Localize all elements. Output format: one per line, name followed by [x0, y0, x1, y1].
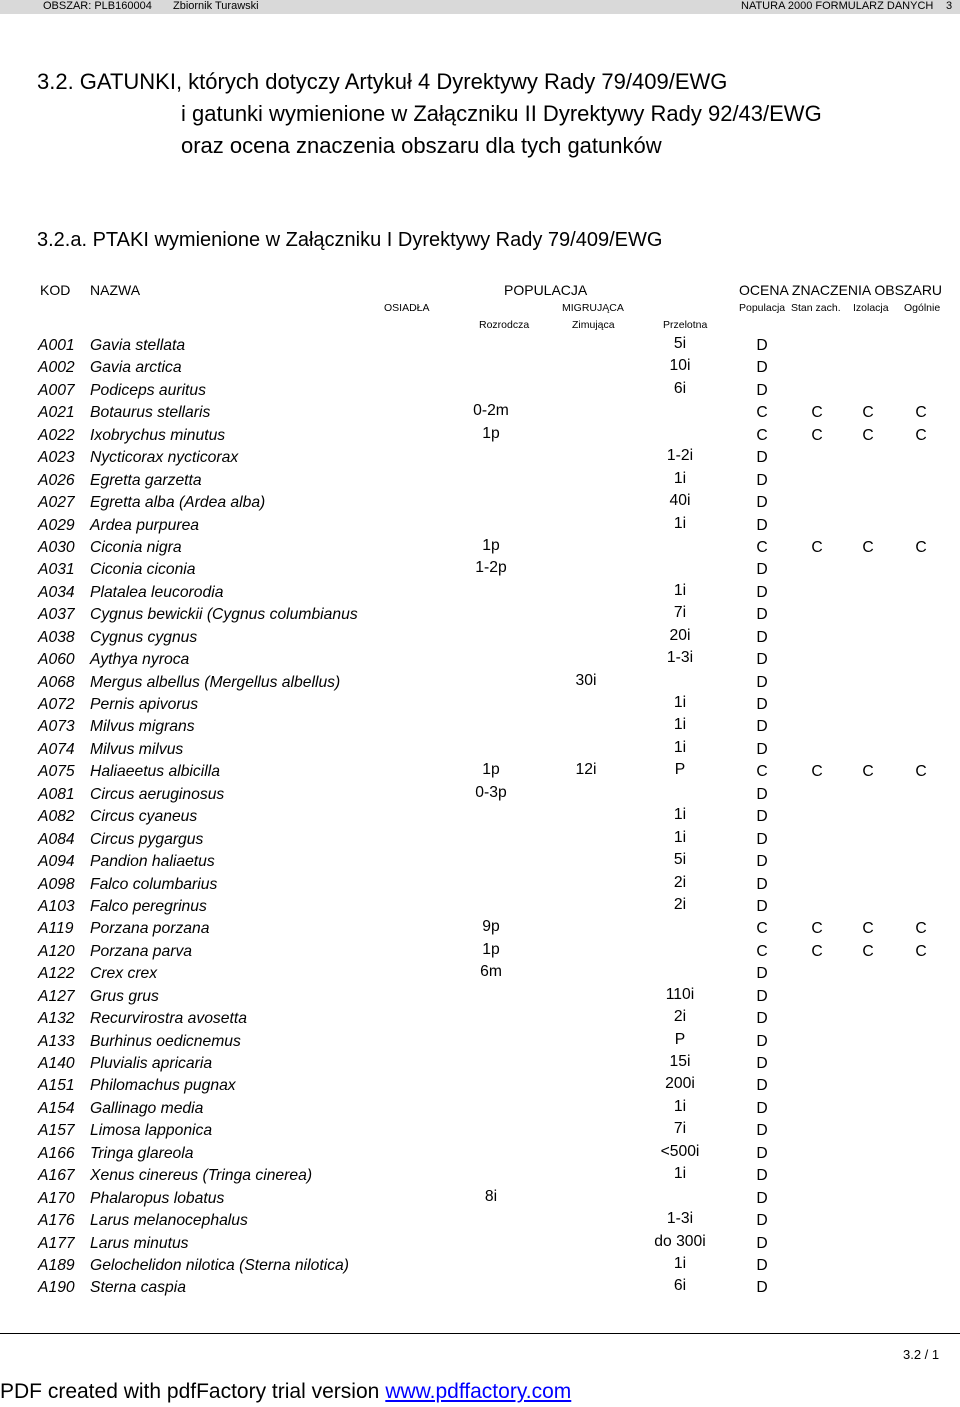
table-row — [0, 761, 960, 783]
species-name: Porzana porzana — [90, 920, 210, 938]
population-assessment: D — [756, 1010, 768, 1028]
population-assessment: D — [756, 1256, 768, 1274]
species-name: Ixobrychus minutus — [90, 426, 226, 444]
table-row — [0, 1143, 960, 1165]
table-row — [0, 537, 960, 559]
table-row — [0, 357, 960, 379]
passage-population: 5i — [673, 851, 687, 869]
species-name: Milvus milvus — [90, 740, 184, 758]
table-row — [0, 649, 960, 671]
species-code: A001 — [38, 337, 75, 354]
breeding-population: 6m — [480, 963, 502, 981]
breeding-population: 1-2p — [475, 559, 507, 577]
species-code: A177 — [38, 1234, 75, 1252]
species-name: Aythya nyroca — [90, 651, 190, 669]
species-code: A094 — [38, 853, 75, 871]
species-name: Circus pygargus — [90, 830, 204, 848]
species-name: Limosa lapponica — [90, 1122, 213, 1140]
species-code: A166 — [38, 1144, 75, 1162]
population-assessment: D — [756, 583, 768, 601]
column-header-population-group: POPULACJA — [504, 282, 588, 298]
species-name: Gelochelidon nilotica (Sterna nilotica) — [90, 1256, 349, 1274]
column-header-isolation: Izolacja — [853, 302, 889, 314]
species-code: A189 — [38, 1256, 75, 1274]
conservation-assessment: C — [811, 426, 823, 444]
column-header-passage: Przelotna — [663, 319, 708, 331]
species-code: A081 — [38, 785, 75, 803]
population-assessment: D — [756, 337, 768, 354]
breeding-population: 0-3p — [475, 783, 507, 801]
passage-population: 15i — [669, 1053, 691, 1070]
table-row — [0, 694, 960, 716]
species-code: A072 — [38, 696, 75, 713]
population-assessment: D — [756, 628, 768, 646]
species-name: Gavia arctica — [90, 359, 182, 377]
species-code: A133 — [38, 1032, 75, 1050]
species-name: Phalaropus lobatus — [90, 1189, 225, 1207]
population-assessment: D — [756, 449, 768, 467]
population-assessment: D — [756, 381, 768, 399]
table-row — [0, 492, 960, 514]
table-row — [0, 1120, 960, 1142]
table-row — [0, 784, 960, 806]
species-code: A082 — [38, 808, 75, 826]
passage-population: 1-3i — [666, 1210, 694, 1228]
species-code: A103 — [38, 897, 75, 915]
passage-population: 7i — [673, 604, 687, 622]
passage-population: 1i — [673, 694, 687, 711]
passage-population: 5i — [673, 335, 687, 352]
species-code: A027 — [38, 494, 75, 512]
table-row — [0, 986, 960, 1008]
table-row — [0, 739, 960, 761]
species-name: Larus melanocephalus — [90, 1212, 248, 1230]
document-header-bar — [0, 0, 960, 14]
table-row — [0, 1075, 960, 1097]
passage-population: 6i — [673, 379, 687, 397]
species-code: A132 — [38, 1010, 75, 1028]
population-assessment: D — [756, 897, 768, 915]
population-assessment: D — [756, 471, 768, 489]
species-name: Circus cyaneus — [90, 808, 198, 826]
global-assessment: C — [915, 763, 927, 781]
passage-population: 2i — [673, 895, 687, 913]
species-code: A157 — [38, 1122, 75, 1140]
species-name: Tringa glareola — [90, 1144, 194, 1162]
wintering-population: 12i — [575, 761, 597, 779]
area-code: OBSZAR: PLB160004 — [43, 0, 152, 12]
species-name: Circus aeruginosus — [90, 785, 225, 803]
column-header-resident: OSIADŁA — [384, 302, 430, 314]
passage-population: 200i — [665, 1075, 695, 1093]
species-name: Pandion haliaetus — [90, 853, 215, 871]
passage-population: 1i — [673, 469, 687, 487]
species-code: A074 — [38, 740, 75, 758]
table-row — [0, 380, 960, 402]
global-assessment: C — [915, 426, 927, 444]
population-assessment: C — [756, 538, 768, 556]
passage-population: 1i — [673, 828, 687, 846]
species-code: A029 — [38, 516, 75, 534]
table-row — [0, 559, 960, 581]
species-name: Pluvialis apricaria — [90, 1055, 213, 1072]
population-assessment: D — [756, 673, 768, 691]
passage-population: 2i — [673, 1008, 687, 1026]
species-code: A120 — [38, 942, 75, 960]
species-name: Platalea leucorodia — [90, 583, 224, 601]
species-name: Ciconia nigra — [90, 538, 182, 556]
species-code: A026 — [38, 471, 75, 489]
species-name: Porzana parva — [90, 942, 193, 960]
species-name: Egretta garzetta — [90, 471, 202, 489]
species-code: A154 — [38, 1099, 75, 1117]
column-header-conservation: Stan zach. — [791, 302, 841, 314]
table-row — [0, 806, 960, 828]
table-row — [0, 672, 960, 694]
table-row — [0, 1233, 960, 1255]
passage-population: 1-2i — [666, 447, 694, 465]
passage-population: <500i — [660, 1142, 700, 1160]
population-assessment: D — [756, 1279, 768, 1297]
table-row — [0, 582, 960, 604]
table-row — [0, 627, 960, 649]
species-name: Larus minutus — [90, 1234, 189, 1252]
population-assessment: D — [756, 1032, 768, 1050]
table-row — [0, 1098, 960, 1120]
section-title: 3.2.a. PTAKI wymienione w Załączniku I Dyrektywy Rady 79/409/EWG — [37, 229, 663, 251]
species-code: A127 — [38, 987, 75, 1005]
footer-page-reference: 3.2 / 1 — [903, 1347, 940, 1362]
species-name: Cygnus cygnus — [90, 628, 198, 646]
column-header-migratory: MIGRUJĄCA — [562, 302, 624, 314]
species-code: A034 — [38, 583, 75, 601]
population-assessment: D — [756, 696, 768, 713]
breeding-population: 1p — [482, 940, 500, 958]
population-assessment: D — [756, 1212, 768, 1230]
population-assessment: D — [756, 740, 768, 758]
column-header-name: NAZWA — [90, 282, 141, 298]
population-assessment: D — [756, 1234, 768, 1252]
conservation-assessment: C — [811, 404, 823, 422]
species-code: A031 — [38, 561, 75, 579]
table-row — [0, 874, 960, 896]
species-code: A022 — [38, 426, 75, 444]
column-header-global: Ogólnie — [904, 302, 941, 314]
passage-population: 2i — [673, 873, 687, 891]
species-code: A021 — [38, 404, 75, 422]
table-row — [0, 402, 960, 424]
passage-population: 7i — [673, 1120, 687, 1138]
population-assessment: C — [756, 426, 768, 444]
species-code: A084 — [38, 830, 75, 848]
pdf-trial-notice — [0, 1379, 571, 1405]
species-name: Ciconia ciconia — [90, 561, 196, 579]
isolation-assessment: C — [862, 426, 874, 444]
population-assessment: D — [756, 1167, 768, 1185]
species-code: A038 — [38, 628, 75, 646]
wintering-population: 30i — [575, 671, 597, 689]
species-code: A037 — [38, 606, 75, 624]
global-assessment: C — [915, 942, 927, 960]
population-assessment: C — [756, 942, 768, 960]
population-assessment: D — [756, 965, 768, 983]
passage-population: 1-3i — [666, 649, 694, 667]
table-row — [0, 1008, 960, 1030]
isolation-assessment: C — [862, 763, 874, 781]
passage-population: 110i — [665, 985, 695, 1003]
conservation-assessment: C — [811, 920, 823, 938]
species-name: Recurvirostra avosetta — [90, 1010, 247, 1028]
passage-population: 1i — [673, 806, 687, 824]
passage-population: 1i — [673, 716, 687, 734]
species-name: Sterna caspia — [90, 1279, 186, 1297]
species-name: Mergus albellus (Mergellus albellus) — [90, 673, 341, 691]
species-code: A140 — [38, 1055, 75, 1072]
passage-population: 1i — [673, 1165, 687, 1183]
table-row — [0, 1053, 960, 1075]
table-row — [0, 470, 960, 492]
isolation-assessment: C — [862, 538, 874, 556]
table-row — [0, 896, 960, 918]
conservation-assessment: C — [811, 763, 823, 781]
pdf-notice-text: PDF created with pdfFactory trial version — [0, 1380, 380, 1403]
passage-population: P — [674, 1030, 686, 1048]
passage-population: 10i — [669, 357, 691, 375]
passage-population: 1i — [673, 738, 687, 756]
species-code: A060 — [38, 651, 75, 669]
species-code: A176 — [38, 1212, 75, 1230]
table-row — [0, 1277, 960, 1299]
population-assessment: D — [756, 606, 768, 624]
table-row — [0, 515, 960, 537]
page-title-line-3: oraz ocena znaczenia obszaru dla tych gatunków — [181, 133, 662, 158]
page-number: 3 — [946, 0, 953, 12]
global-assessment: C — [915, 404, 927, 422]
passage-population: 1i — [673, 581, 687, 599]
table-row — [0, 425, 960, 447]
form-title: NATURA 2000 FORMULARZ DANYCH — [741, 0, 934, 12]
passage-population: 6i — [673, 1277, 687, 1295]
passage-population: 1i — [673, 1097, 687, 1115]
species-name: Ardea purpurea — [90, 516, 200, 534]
species-code: A098 — [38, 875, 75, 893]
species-code: A122 — [38, 965, 75, 983]
population-assessment: D — [756, 651, 768, 669]
population-assessment: D — [756, 853, 768, 871]
passage-population: do 300i — [654, 1232, 706, 1250]
column-header-assessment-group: OCENA ZNACZENIA OBSZARU — [739, 282, 943, 298]
population-assessment: D — [756, 1189, 768, 1207]
species-code: A119 — [38, 920, 74, 938]
global-assessment: C — [915, 538, 927, 556]
column-header-breeding: Rozrodcza — [479, 319, 530, 331]
species-name: Milvus migrans — [90, 718, 195, 736]
breeding-population: 0-2m — [473, 402, 509, 420]
species-code: A023 — [38, 449, 75, 467]
population-assessment: D — [756, 1077, 768, 1095]
table-row — [0, 1255, 960, 1277]
species-code: A007 — [38, 381, 75, 399]
population-assessment: D — [756, 808, 768, 826]
table-row — [0, 716, 960, 738]
species-name: Grus grus — [90, 987, 159, 1005]
species-name: Crex crex — [90, 965, 158, 983]
species-name: Botaurus stellaris — [90, 404, 211, 422]
table-row — [0, 1165, 960, 1187]
table-row — [0, 941, 960, 963]
table-row — [0, 604, 960, 626]
column-header-code: KOD — [40, 282, 71, 298]
species-code: A075 — [38, 763, 75, 781]
conservation-assessment: C — [811, 538, 823, 556]
population-assessment: D — [756, 830, 768, 848]
breeding-population: 1p — [482, 761, 500, 779]
table-row — [0, 335, 960, 357]
passage-population: 20i — [669, 626, 691, 644]
species-name: Falco columbarius — [90, 875, 218, 893]
species-name: Xenus cinereus (Tringa cinerea) — [90, 1167, 313, 1185]
isolation-assessment: C — [862, 942, 874, 960]
conservation-assessment: C — [811, 942, 823, 960]
table-row — [0, 851, 960, 873]
area-name: Zbiornik Turawski — [173, 0, 259, 12]
population-assessment: D — [756, 785, 768, 803]
species-code: A167 — [38, 1167, 75, 1185]
population-assessment: D — [756, 718, 768, 736]
species-name: Pernis apivorus — [90, 696, 199, 713]
population-assessment: D — [756, 1144, 768, 1162]
population-assessment: D — [756, 516, 768, 534]
table-row — [0, 829, 960, 851]
table-row — [0, 918, 960, 940]
species-code: A030 — [38, 538, 75, 556]
table-row — [0, 963, 960, 985]
footer-divider — [0, 1333, 960, 1334]
breeding-population: 1p — [482, 424, 500, 442]
species-code: A170 — [38, 1189, 75, 1207]
population-assessment: C — [756, 920, 768, 938]
population-assessment: D — [756, 875, 768, 893]
table-row — [0, 1188, 960, 1210]
species-name: Falco peregrinus — [90, 897, 207, 915]
pdffactory-link[interactable]: www.pdffactory.com — [385, 1380, 572, 1403]
breeding-population: 8i — [484, 1187, 498, 1205]
passage-population: 1i — [673, 1254, 687, 1272]
breeding-population: 9p — [482, 918, 500, 936]
species-name: Philomachus pugnax — [90, 1077, 236, 1095]
population-assessment: D — [756, 359, 768, 377]
isolation-assessment: C — [862, 404, 874, 422]
species-name: Burhinus oedicnemus — [90, 1032, 241, 1050]
page-title-line-2: i gatunki wymienione w Załączniku II Dyrektywy Rady 92/43/EWG — [181, 101, 822, 126]
passage-population: P — [674, 761, 686, 779]
species-name: Egretta alba (Ardea alba) — [90, 494, 266, 512]
population-assessment: D — [756, 987, 768, 1005]
population-assessment: C — [756, 763, 768, 781]
passage-population: 1i — [673, 514, 687, 532]
population-assessment: D — [756, 1055, 768, 1072]
breeding-population: 1p — [482, 536, 500, 554]
species-code: A190 — [38, 1279, 75, 1297]
population-assessment: D — [756, 1099, 768, 1117]
species-name: Nycticorax nycticorax — [90, 449, 239, 467]
page-title-line-1: 3.2. GATUNKI, których dotyczy Artykuł 4 Dyrektywy Rady 79/409/EWG — [37, 69, 728, 94]
species-name: Gavia stellata — [90, 337, 186, 354]
species-name: Gallinago media — [90, 1099, 204, 1117]
species-code: A002 — [38, 359, 75, 377]
population-assessment: C — [756, 404, 768, 422]
species-table-body — [0, 335, 960, 1300]
species-name: Podiceps auritus — [90, 381, 206, 399]
population-assessment: D — [756, 561, 768, 579]
species-code: A073 — [38, 718, 75, 736]
table-row — [0, 1031, 960, 1053]
species-code: A068 — [38, 673, 75, 691]
column-header-population: Populacja — [739, 302, 786, 314]
species-name: Cygnus bewickii (Cygnus columbianus — [90, 606, 358, 624]
population-assessment: D — [756, 1122, 768, 1140]
global-assessment: C — [915, 920, 927, 938]
table-row — [0, 1210, 960, 1232]
species-code: A151 — [38, 1077, 75, 1095]
passage-population: 40i — [669, 492, 691, 510]
isolation-assessment: C — [862, 920, 874, 938]
table-row — [0, 447, 960, 469]
population-assessment: D — [756, 494, 768, 512]
species-name: Haliaeetus albicilla — [90, 763, 220, 781]
column-header-wintering: Zimująca — [572, 319, 615, 331]
